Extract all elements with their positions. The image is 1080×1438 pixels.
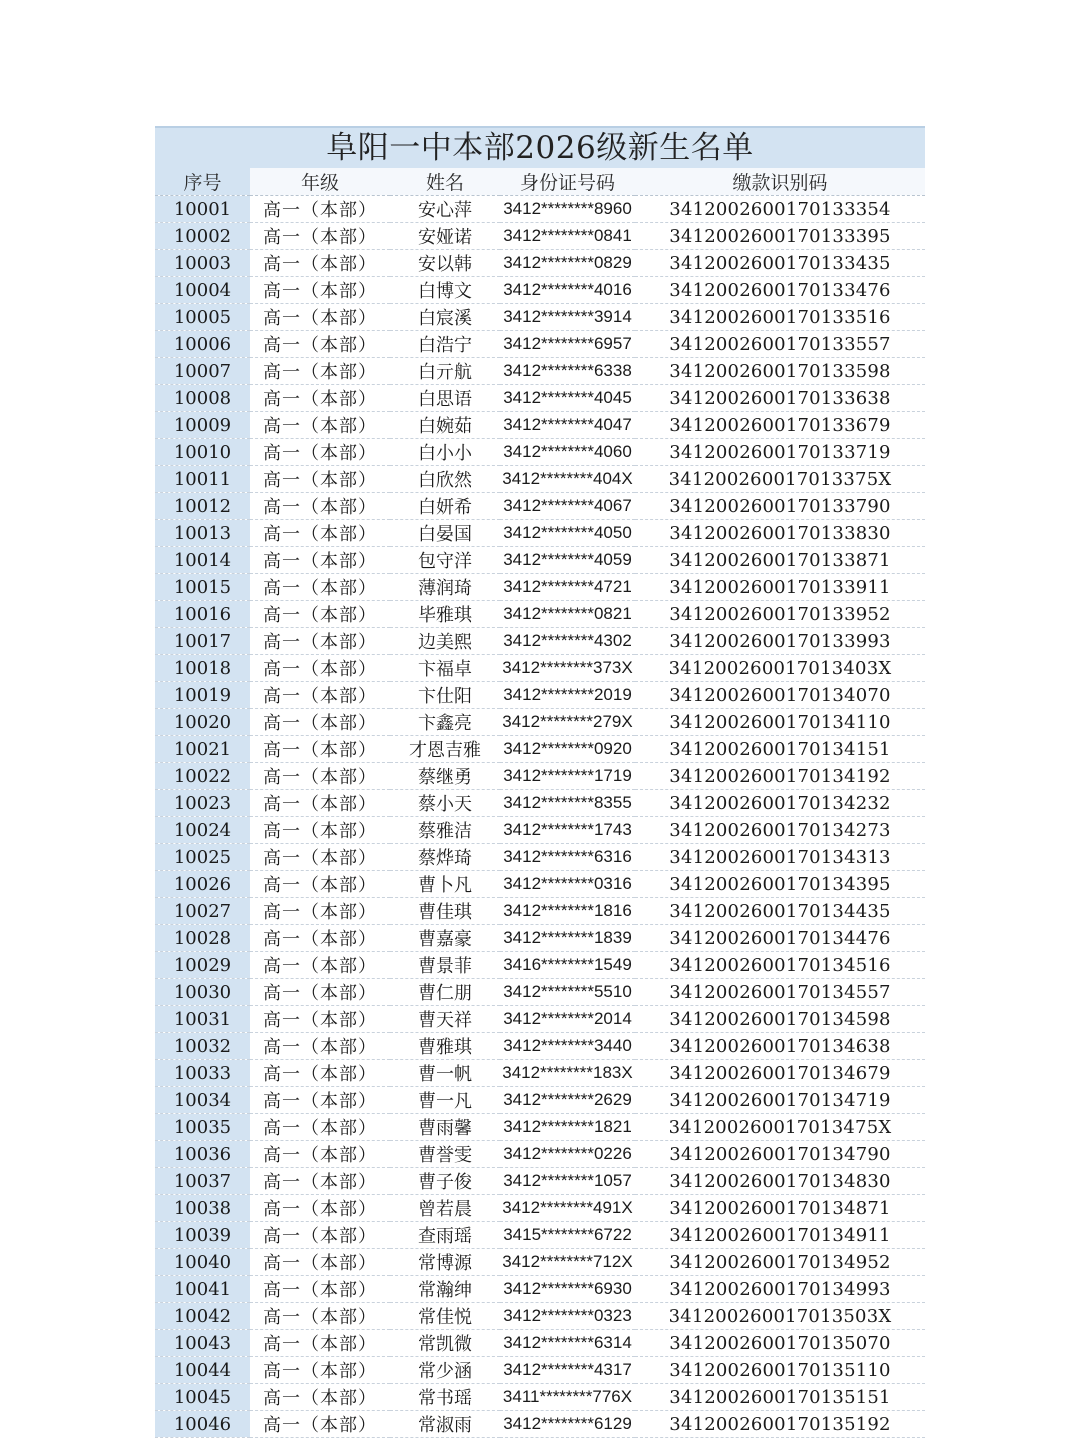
table-row	[155, 358, 925, 385]
table-row	[155, 304, 925, 331]
name-cell: 蔡雅洁	[390, 817, 500, 844]
table-row	[155, 1006, 925, 1033]
table-row	[155, 1303, 925, 1330]
payment-code-cell: 3412002600170134516	[635, 952, 925, 979]
payment-code-cell: 3412002600170133638	[635, 385, 925, 412]
grade-cell: 高一（本部）	[250, 385, 390, 412]
name-cell: 常佳悦	[390, 1303, 500, 1330]
table-row	[155, 925, 925, 952]
table-row	[155, 250, 925, 277]
payment-code-cell: 341200260017013375X	[635, 466, 925, 493]
table-row	[155, 1141, 925, 1168]
table-row	[155, 439, 925, 466]
seq-cell: 10014	[155, 547, 250, 574]
seq-cell: 10002	[155, 223, 250, 250]
payment-code-cell: 3412002600170134598	[635, 1006, 925, 1033]
payment-code-cell: 3412002600170134830	[635, 1168, 925, 1195]
name-cell: 安心萍	[390, 196, 500, 223]
id-number-cell: 3412********6129	[500, 1411, 635, 1438]
grade-cell: 高一（本部）	[250, 412, 390, 439]
id-number-cell: 3412********6930	[500, 1276, 635, 1303]
id-number-cell: 3415********6722	[500, 1222, 635, 1249]
seq-cell: 10006	[155, 331, 250, 358]
id-number-cell: 3412********4045	[500, 385, 635, 412]
grade-cell: 高一（本部）	[250, 1276, 390, 1303]
table-row	[155, 385, 925, 412]
grade-cell: 高一（本部）	[250, 1384, 390, 1411]
grade-cell: 高一（本部）	[250, 601, 390, 628]
seq-cell: 10043	[155, 1330, 250, 1357]
payment-code-cell: 341200260017013475X	[635, 1114, 925, 1141]
id-number-cell: 3412********0323	[500, 1303, 635, 1330]
grade-cell: 高一（本部）	[250, 196, 390, 223]
table-row	[155, 682, 925, 709]
name-cell: 蔡小天	[390, 790, 500, 817]
table-row	[155, 520, 925, 547]
id-number-cell: 3412********2019	[500, 682, 635, 709]
id-number-cell: 3411********776X	[500, 1384, 635, 1411]
name-cell: 常博源	[390, 1249, 500, 1276]
header-grade: 年级	[250, 168, 390, 196]
grade-cell: 高一（本部）	[250, 1222, 390, 1249]
seq-cell: 10031	[155, 1006, 250, 1033]
student-table	[155, 168, 925, 1438]
seq-cell: 10046	[155, 1411, 250, 1438]
id-number-cell: 3416********1549	[500, 952, 635, 979]
payment-code-cell: 3412002600170134790	[635, 1141, 925, 1168]
payment-code-cell: 3412002600170133679	[635, 412, 925, 439]
payment-code-cell: 3412002600170134719	[635, 1087, 925, 1114]
table-row	[155, 709, 925, 736]
seq-cell: 10036	[155, 1141, 250, 1168]
name-cell: 卞福卓	[390, 655, 500, 682]
payment-code-cell: 3412002600170135070	[635, 1330, 925, 1357]
seq-cell: 10011	[155, 466, 250, 493]
seq-cell: 10008	[155, 385, 250, 412]
table-row	[155, 196, 925, 223]
id-number-cell: 3412********5510	[500, 979, 635, 1006]
id-number-cell: 3412********712X	[500, 1249, 635, 1276]
name-cell: 曹景菲	[390, 952, 500, 979]
table-row	[155, 331, 925, 358]
seq-cell: 10009	[155, 412, 250, 439]
seq-cell: 10038	[155, 1195, 250, 1222]
seq-cell: 10013	[155, 520, 250, 547]
name-cell: 白亓航	[390, 358, 500, 385]
payment-code-cell: 3412002600170133790	[635, 493, 925, 520]
grade-cell: 高一（本部）	[250, 925, 390, 952]
seq-cell: 10026	[155, 871, 250, 898]
grade-cell: 高一（本部）	[250, 1114, 390, 1141]
payment-code-cell: 3412002600170133993	[635, 628, 925, 655]
seq-cell: 10044	[155, 1357, 250, 1384]
payment-code-cell: 3412002600170133516	[635, 304, 925, 331]
id-number-cell: 3412********8355	[500, 790, 635, 817]
seq-cell: 10027	[155, 898, 250, 925]
name-cell: 曹一凡	[390, 1087, 500, 1114]
header-pay: 缴款识别码	[635, 168, 925, 196]
grade-cell: 高一（本部）	[250, 1168, 390, 1195]
id-number-cell: 3412********1821	[500, 1114, 635, 1141]
grade-cell: 高一（本部）	[250, 466, 390, 493]
payment-code-cell: 3412002600170135192	[635, 1411, 925, 1438]
payment-code-cell: 3412002600170133719	[635, 439, 925, 466]
table-row	[155, 1114, 925, 1141]
id-number-cell: 3412********1719	[500, 763, 635, 790]
seq-cell: 10032	[155, 1033, 250, 1060]
table-row	[155, 655, 925, 682]
payment-code-cell: 3412002600170133435	[635, 250, 925, 277]
grade-cell: 高一（本部）	[250, 1195, 390, 1222]
id-number-cell: 3412********1743	[500, 817, 635, 844]
payment-code-cell: 3412002600170134232	[635, 790, 925, 817]
name-cell: 蔡继勇	[390, 763, 500, 790]
payment-code-cell: 3412002600170135110	[635, 1357, 925, 1384]
id-number-cell: 3412********4050	[500, 520, 635, 547]
name-cell: 边美熙	[390, 628, 500, 655]
seq-cell: 10005	[155, 304, 250, 331]
name-cell: 白小小	[390, 439, 500, 466]
name-cell: 卞仕阳	[390, 682, 500, 709]
id-number-cell: 3412********2014	[500, 1006, 635, 1033]
grade-cell: 高一（本部）	[250, 304, 390, 331]
grade-cell: 高一（本部）	[250, 223, 390, 250]
grade-cell: 高一（本部）	[250, 574, 390, 601]
name-cell: 白博文	[390, 277, 500, 304]
grade-cell: 高一（本部）	[250, 682, 390, 709]
table-row	[155, 1033, 925, 1060]
payment-code-cell: 3412002600170134151	[635, 736, 925, 763]
name-cell: 曹雅琪	[390, 1033, 500, 1060]
id-number-cell: 3412********4016	[500, 277, 635, 304]
grade-cell: 高一（本部）	[250, 817, 390, 844]
grade-cell: 高一（本部）	[250, 358, 390, 385]
header-seq: 序号	[155, 168, 250, 196]
grade-cell: 高一（本部）	[250, 844, 390, 871]
seq-cell: 10007	[155, 358, 250, 385]
id-number-cell: 3412********1839	[500, 925, 635, 952]
id-number-cell: 3412********4721	[500, 574, 635, 601]
grade-cell: 高一（本部）	[250, 952, 390, 979]
name-cell: 曹佳琪	[390, 898, 500, 925]
id-number-cell: 3412********0821	[500, 601, 635, 628]
payment-code-cell: 3412002600170134911	[635, 1222, 925, 1249]
id-number-cell: 3412********2629	[500, 1087, 635, 1114]
name-cell: 常淑雨	[390, 1411, 500, 1438]
id-number-cell: 3412********1057	[500, 1168, 635, 1195]
payment-code-cell: 3412002600170134557	[635, 979, 925, 1006]
name-cell: 常少涵	[390, 1357, 500, 1384]
seq-cell: 10030	[155, 979, 250, 1006]
table-row	[155, 1168, 925, 1195]
payment-code-cell: 3412002600170134110	[635, 709, 925, 736]
id-number-cell: 3412********6314	[500, 1330, 635, 1357]
seq-cell: 10029	[155, 952, 250, 979]
seq-cell: 10020	[155, 709, 250, 736]
name-cell: 毕雅琪	[390, 601, 500, 628]
table-row	[155, 763, 925, 790]
payment-code-cell: 3412002600170134395	[635, 871, 925, 898]
table-row	[155, 1195, 925, 1222]
name-cell: 薄润琦	[390, 574, 500, 601]
id-number-cell: 3412********183X	[500, 1060, 635, 1087]
name-cell: 曾若晨	[390, 1195, 500, 1222]
seq-cell: 10037	[155, 1168, 250, 1195]
seq-cell: 10016	[155, 601, 250, 628]
table-row	[155, 790, 925, 817]
table-row	[155, 1411, 925, 1438]
name-cell: 白晏国	[390, 520, 500, 547]
id-number-cell: 3412********4302	[500, 628, 635, 655]
name-cell: 曹子俊	[390, 1168, 500, 1195]
name-cell: 曹誉雯	[390, 1141, 500, 1168]
id-number-cell: 3412********3914	[500, 304, 635, 331]
name-cell: 曹雨馨	[390, 1114, 500, 1141]
table-row	[155, 547, 925, 574]
payment-code-cell: 3412002600170134871	[635, 1195, 925, 1222]
table-row	[155, 1384, 925, 1411]
payment-code-cell: 3412002600170133911	[635, 574, 925, 601]
grade-cell: 高一（本部）	[250, 439, 390, 466]
table-row	[155, 844, 925, 871]
id-number-cell: 3412********404X	[500, 466, 635, 493]
grade-cell: 高一（本部）	[250, 1411, 390, 1438]
id-number-cell: 3412********0316	[500, 871, 635, 898]
payment-code-cell: 341200260017013403X	[635, 655, 925, 682]
seq-cell: 10040	[155, 1249, 250, 1276]
table-row	[155, 628, 925, 655]
grade-cell: 高一（本部）	[250, 277, 390, 304]
payment-code-cell: 3412002600170133354	[635, 196, 925, 223]
payment-code-cell: 341200260017013503X	[635, 1303, 925, 1330]
seq-cell: 10041	[155, 1276, 250, 1303]
grade-cell: 高一（本部）	[250, 655, 390, 682]
name-cell: 安娅诺	[390, 223, 500, 250]
header-id: 身份证号码	[500, 168, 635, 196]
grade-cell: 高一（本部）	[250, 1141, 390, 1168]
seq-cell: 10024	[155, 817, 250, 844]
grade-cell: 高一（本部）	[250, 790, 390, 817]
payment-code-cell: 3412002600170133557	[635, 331, 925, 358]
payment-code-cell: 3412002600170133952	[635, 601, 925, 628]
table-row	[155, 817, 925, 844]
grade-cell: 高一（本部）	[250, 493, 390, 520]
table-row	[155, 979, 925, 1006]
seq-cell: 10021	[155, 736, 250, 763]
table-row	[155, 412, 925, 439]
seq-cell: 10045	[155, 1384, 250, 1411]
payment-code-cell: 3412002600170135151	[635, 1384, 925, 1411]
name-cell: 卞鑫亮	[390, 709, 500, 736]
payment-code-cell: 3412002600170134638	[635, 1033, 925, 1060]
seq-cell: 10033	[155, 1060, 250, 1087]
name-cell: 常瀚绅	[390, 1276, 500, 1303]
grade-cell: 高一（本部）	[250, 871, 390, 898]
seq-cell: 10028	[155, 925, 250, 952]
grade-cell: 高一（本部）	[250, 1303, 390, 1330]
payment-code-cell: 3412002600170133476	[635, 277, 925, 304]
table-row	[155, 952, 925, 979]
name-cell: 常书瑶	[390, 1384, 500, 1411]
payment-code-cell: 3412002600170133871	[635, 547, 925, 574]
table-row	[155, 1330, 925, 1357]
name-cell: 安以韩	[390, 250, 500, 277]
id-number-cell: 3412********4060	[500, 439, 635, 466]
payment-code-cell: 3412002600170134679	[635, 1060, 925, 1087]
grade-cell: 高一（本部）	[250, 979, 390, 1006]
id-number-cell: 3412********0841	[500, 223, 635, 250]
seq-cell: 10001	[155, 196, 250, 223]
grade-cell: 高一（本部）	[250, 898, 390, 925]
id-number-cell: 3412********4067	[500, 493, 635, 520]
name-cell: 白欣然	[390, 466, 500, 493]
seq-cell: 10023	[155, 790, 250, 817]
name-cell: 才恩吉雅	[390, 736, 500, 763]
seq-cell: 10018	[155, 655, 250, 682]
id-number-cell: 3412********4047	[500, 412, 635, 439]
payment-code-cell: 3412002600170134192	[635, 763, 925, 790]
seq-cell: 10010	[155, 439, 250, 466]
table-row	[155, 1276, 925, 1303]
payment-code-cell: 3412002600170134273	[635, 817, 925, 844]
grade-cell: 高一（本部）	[250, 520, 390, 547]
grade-cell: 高一（本部）	[250, 1060, 390, 1087]
name-cell: 曹卜凡	[390, 871, 500, 898]
seq-cell: 10034	[155, 1087, 250, 1114]
table-row	[155, 736, 925, 763]
id-number-cell: 3412********4317	[500, 1357, 635, 1384]
table-row	[155, 1249, 925, 1276]
id-number-cell: 3412********8960	[500, 196, 635, 223]
payment-code-cell: 3412002600170133830	[635, 520, 925, 547]
id-number-cell: 3412********491X	[500, 1195, 635, 1222]
table-row	[155, 1087, 925, 1114]
table-row	[155, 601, 925, 628]
seq-cell: 10012	[155, 493, 250, 520]
seq-cell: 10019	[155, 682, 250, 709]
id-number-cell: 3412********373X	[500, 655, 635, 682]
name-cell: 查雨瑶	[390, 1222, 500, 1249]
grade-cell: 高一（本部）	[250, 1006, 390, 1033]
grade-cell: 高一（本部）	[250, 331, 390, 358]
table-row	[155, 1060, 925, 1087]
name-cell: 白妍希	[390, 493, 500, 520]
seq-cell: 10039	[155, 1222, 250, 1249]
sheet-title: 阜阳一中本部2026级新生名单	[155, 126, 925, 168]
grade-cell: 高一（本部）	[250, 1033, 390, 1060]
grade-cell: 高一（本部）	[250, 1330, 390, 1357]
header-name: 姓名	[390, 168, 500, 196]
id-number-cell: 3412********6316	[500, 844, 635, 871]
seq-cell: 10003	[155, 250, 250, 277]
seq-cell: 10022	[155, 763, 250, 790]
name-cell: 常凯微	[390, 1330, 500, 1357]
name-cell: 蔡烨琦	[390, 844, 500, 871]
grade-cell: 高一（本部）	[250, 628, 390, 655]
table-row	[155, 871, 925, 898]
seq-cell: 10042	[155, 1303, 250, 1330]
grade-cell: 高一（本部）	[250, 763, 390, 790]
payment-code-cell: 3412002600170133598	[635, 358, 925, 385]
id-number-cell: 3412********3440	[500, 1033, 635, 1060]
id-number-cell: 3412********0226	[500, 1141, 635, 1168]
seq-cell: 10035	[155, 1114, 250, 1141]
name-cell: 包守洋	[390, 547, 500, 574]
grade-cell: 高一（本部）	[250, 709, 390, 736]
name-cell: 白思语	[390, 385, 500, 412]
name-cell: 曹天祥	[390, 1006, 500, 1033]
table-row	[155, 574, 925, 601]
table-row	[155, 898, 925, 925]
id-number-cell: 3412********4059	[500, 547, 635, 574]
header-row	[155, 168, 925, 196]
grade-cell: 高一（本部）	[250, 736, 390, 763]
table-row	[155, 466, 925, 493]
name-cell: 曹仁朋	[390, 979, 500, 1006]
name-cell: 白婉茹	[390, 412, 500, 439]
id-number-cell: 3412********1816	[500, 898, 635, 925]
payment-code-cell: 3412002600170133395	[635, 223, 925, 250]
payment-code-cell: 3412002600170134476	[635, 925, 925, 952]
grade-cell: 高一（本部）	[250, 1087, 390, 1114]
table-row	[155, 1357, 925, 1384]
name-cell: 曹一帆	[390, 1060, 500, 1087]
id-number-cell: 3412********279X	[500, 709, 635, 736]
seq-cell: 10004	[155, 277, 250, 304]
grade-cell: 高一（本部）	[250, 547, 390, 574]
grade-cell: 高一（本部）	[250, 1249, 390, 1276]
table-row	[155, 223, 925, 250]
payment-code-cell: 3412002600170134993	[635, 1276, 925, 1303]
grade-cell: 高一（本部）	[250, 1357, 390, 1384]
seq-cell: 10015	[155, 574, 250, 601]
payment-code-cell: 3412002600170134952	[635, 1249, 925, 1276]
id-number-cell: 3412********0829	[500, 250, 635, 277]
name-cell: 白宸溪	[390, 304, 500, 331]
seq-cell: 10017	[155, 628, 250, 655]
payment-code-cell: 3412002600170134435	[635, 898, 925, 925]
id-number-cell: 3412********0920	[500, 736, 635, 763]
student-list-sheet	[155, 126, 925, 1438]
payment-code-cell: 3412002600170134070	[635, 682, 925, 709]
table-row	[155, 277, 925, 304]
grade-cell: 高一（本部）	[250, 250, 390, 277]
name-cell: 曹嘉豪	[390, 925, 500, 952]
name-cell: 白浩宁	[390, 331, 500, 358]
table-row	[155, 493, 925, 520]
payment-code-cell: 3412002600170134313	[635, 844, 925, 871]
seq-cell: 10025	[155, 844, 250, 871]
id-number-cell: 3412********6957	[500, 331, 635, 358]
id-number-cell: 3412********6338	[500, 358, 635, 385]
table-row	[155, 1222, 925, 1249]
